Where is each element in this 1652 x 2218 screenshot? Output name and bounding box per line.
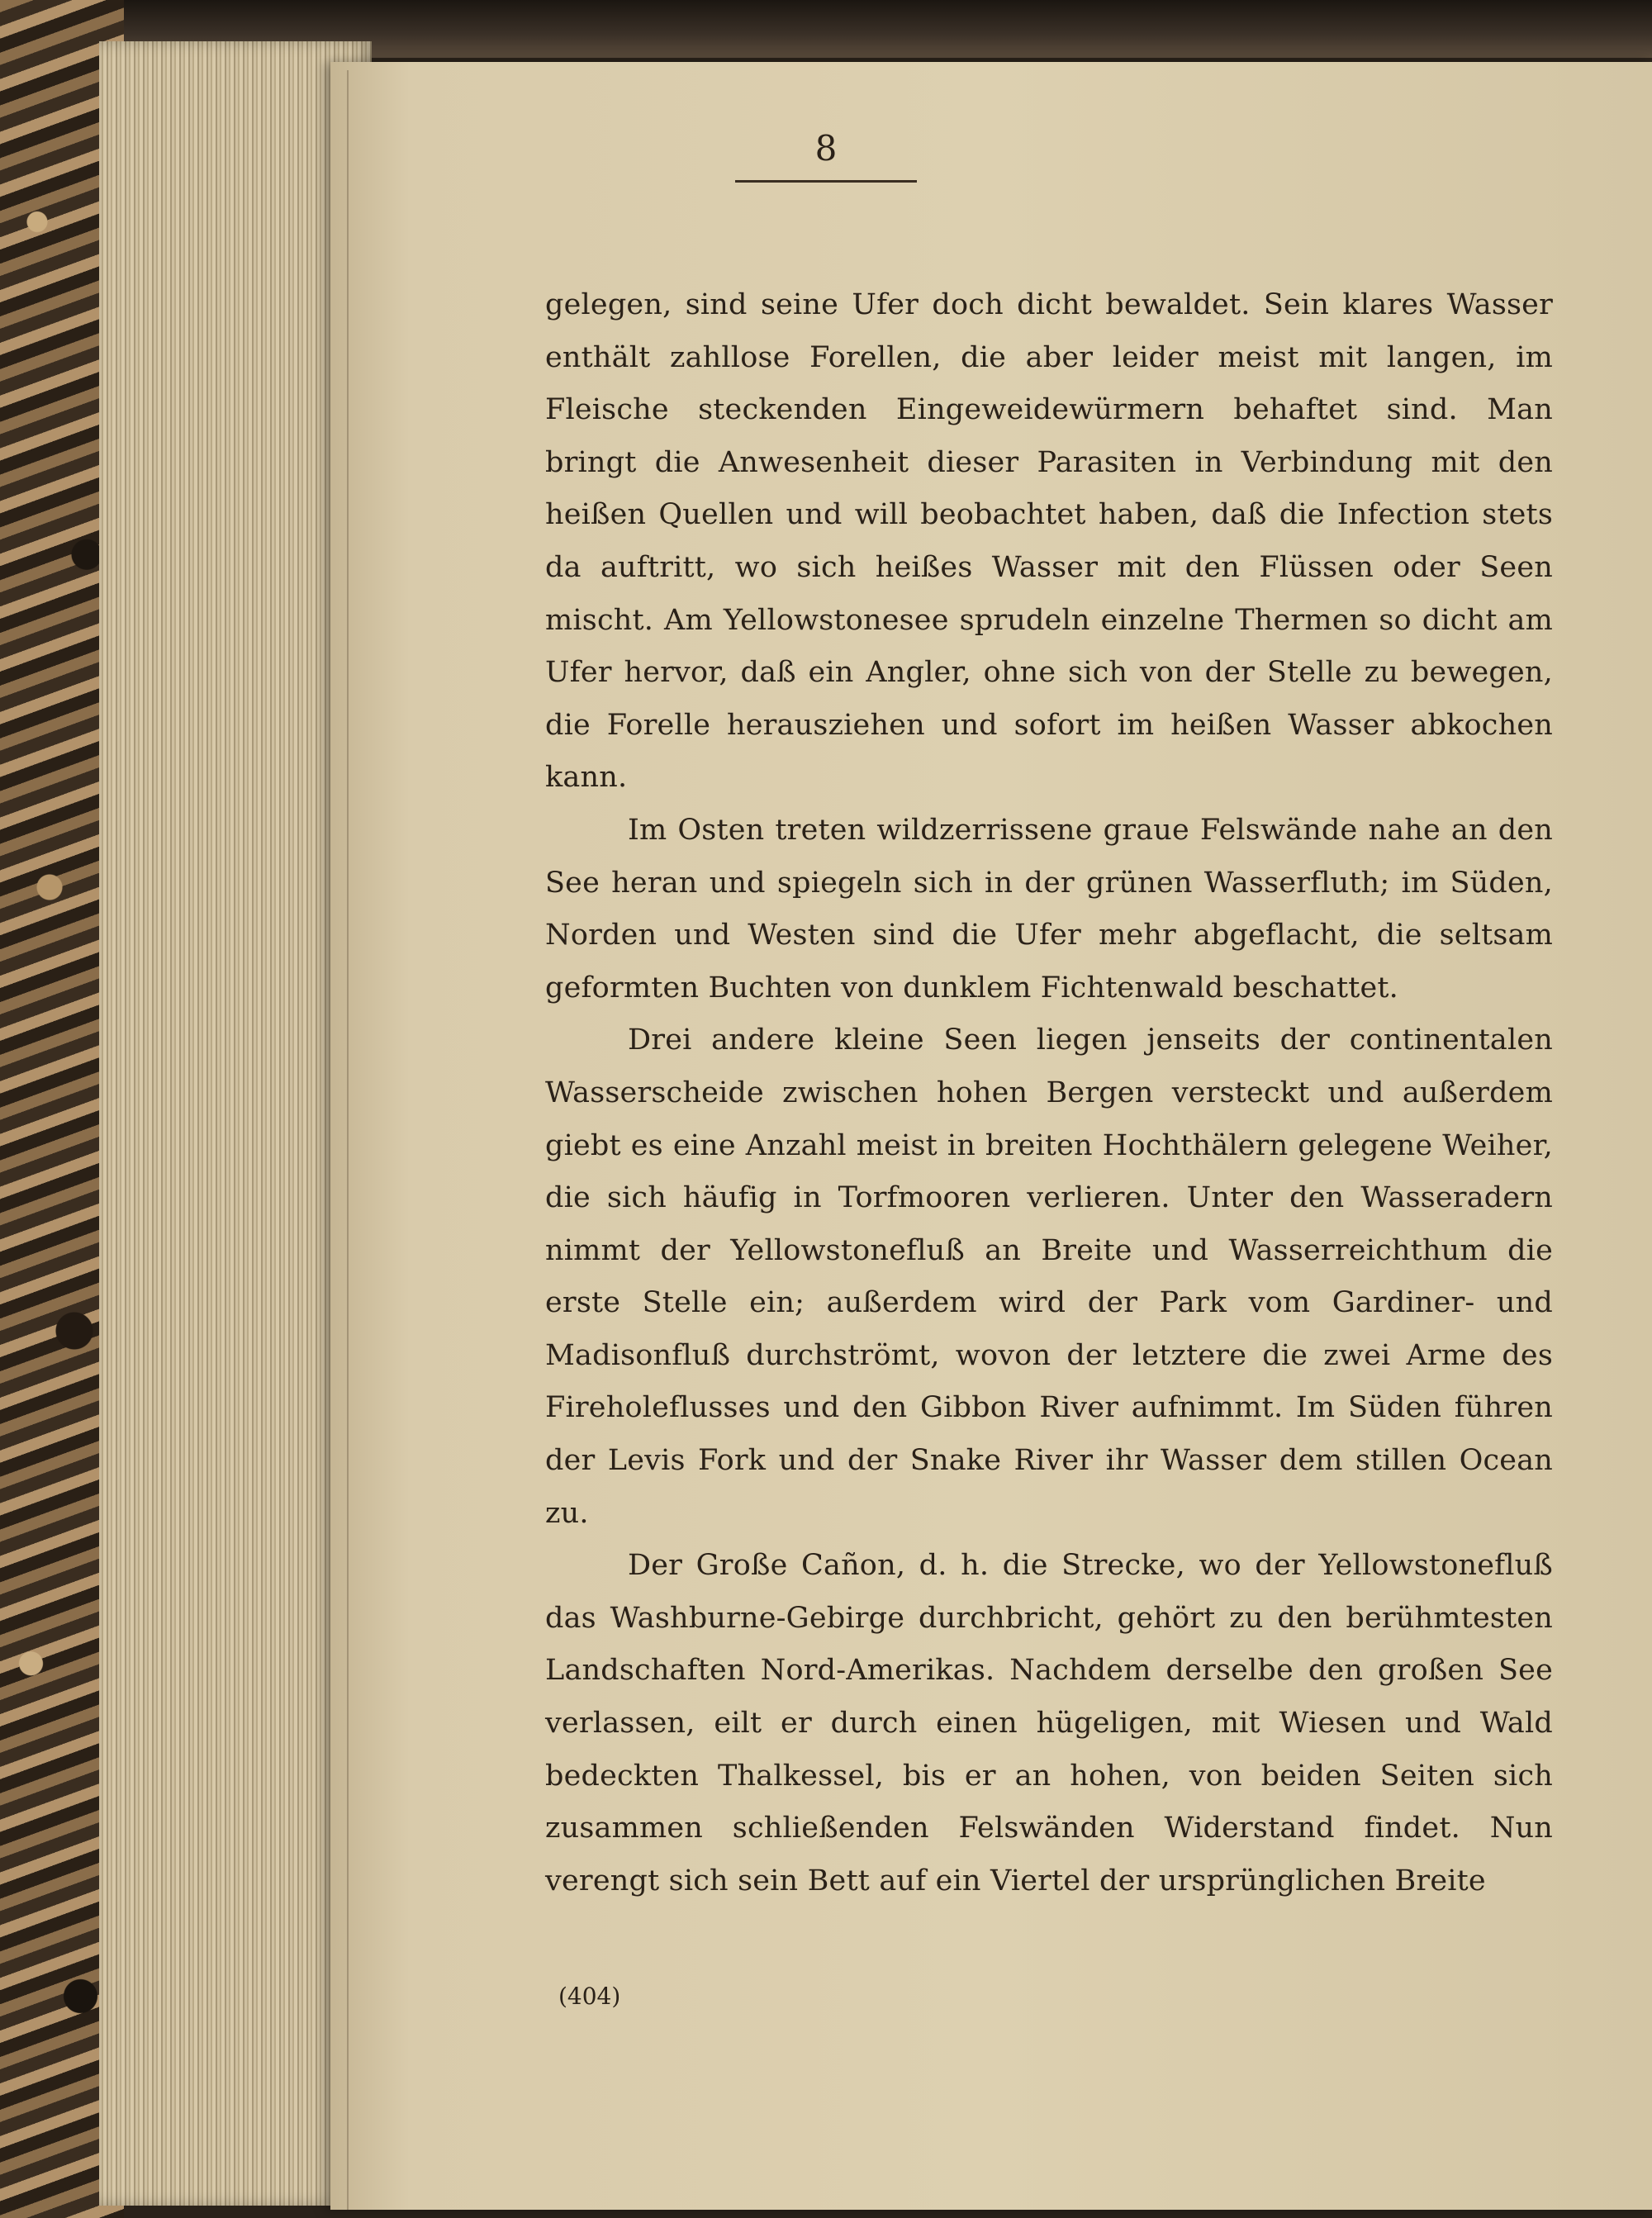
paragraph-2: Im Osten treten wildzerrissene graue Felswände nahe an den See heran und spiegeln sich in der grünen Wasserfluth; im Süden, Norden und Westen sind die Ufer mehr abgeflacht, die seltsam geformten Buchten von dunklem Fichtenwald beschattet.	[545, 813, 1553, 1005]
paragraph-4: Der Große Cañon, d. h. die Strecke, wo der Yellowstonefluß das Washburne-Gebirge durchbricht, gehört zu den berühmtesten Landschaften Nord-Amerikas. Nachdem derselbe den großen See verlassen, eilt er durch einen hügeligen, mit Wiesen und Wald bedeckten Thalkessel, bis er an hohen, von beiden Seiten sich zusammen schließenden Felswänden Widerstand findet. Nun verengt sich sein Bett auf ein Viertel der ursprünglichen Breite	[545, 1549, 1553, 1897]
paragraph-3: Drei andere kleine Seen liegen jenseits der continentalen Wasserscheide zwischen hohen Bergen versteckt und außerdem giebt es eine Anzahl meist in breiten Hochthälern gelegene Weiher, die sich häufig in Torfmooren verlieren. Unter den Wasseradern nimmt der Yellowstonefluß an Breite und Wasserreichthum die erste Stelle ein; außerdem wird der Park vom Gardiner- und Madisonfluß durchströmt, wovon der letztere die zwei Arme des Fireholeflusses und den Gibbon River aufnimmt. Im Süden führen der Levis Fork und der Snake River ihr Wasser dem stillen Ocean zu.	[545, 1024, 1553, 1530]
body-text	[545, 279, 1553, 1907]
page-header	[644, 124, 1008, 183]
printer-signature: (404)	[558, 1983, 621, 2010]
header-rule	[735, 180, 917, 183]
page-number: 8	[814, 128, 838, 169]
paragraph-1: gelegen, sind seine Ufer doch dicht bewaldet. Sein klares Wasser enthält zahllose Forellen, die aber leider meist mit langen, im Fleische steckenden Eingeweidewürmern behaftet sind. Man bringt die Anwesenheit dieser Parasiten in Verbindung mit den heißen Quellen und will beobachtet haben, daß die Infection stets da auftritt, wo sich heißes Wasser mit den Flüssen oder Seen mischt. Am Yellowstonesee sprudeln einzelne Thermen so dicht am Ufer hervor, daß ein Angler, ohne sich von der Stelle zu bewegen, die Forelle herausziehen und sofort im heißen Wasser abkochen kann.	[545, 288, 1553, 795]
